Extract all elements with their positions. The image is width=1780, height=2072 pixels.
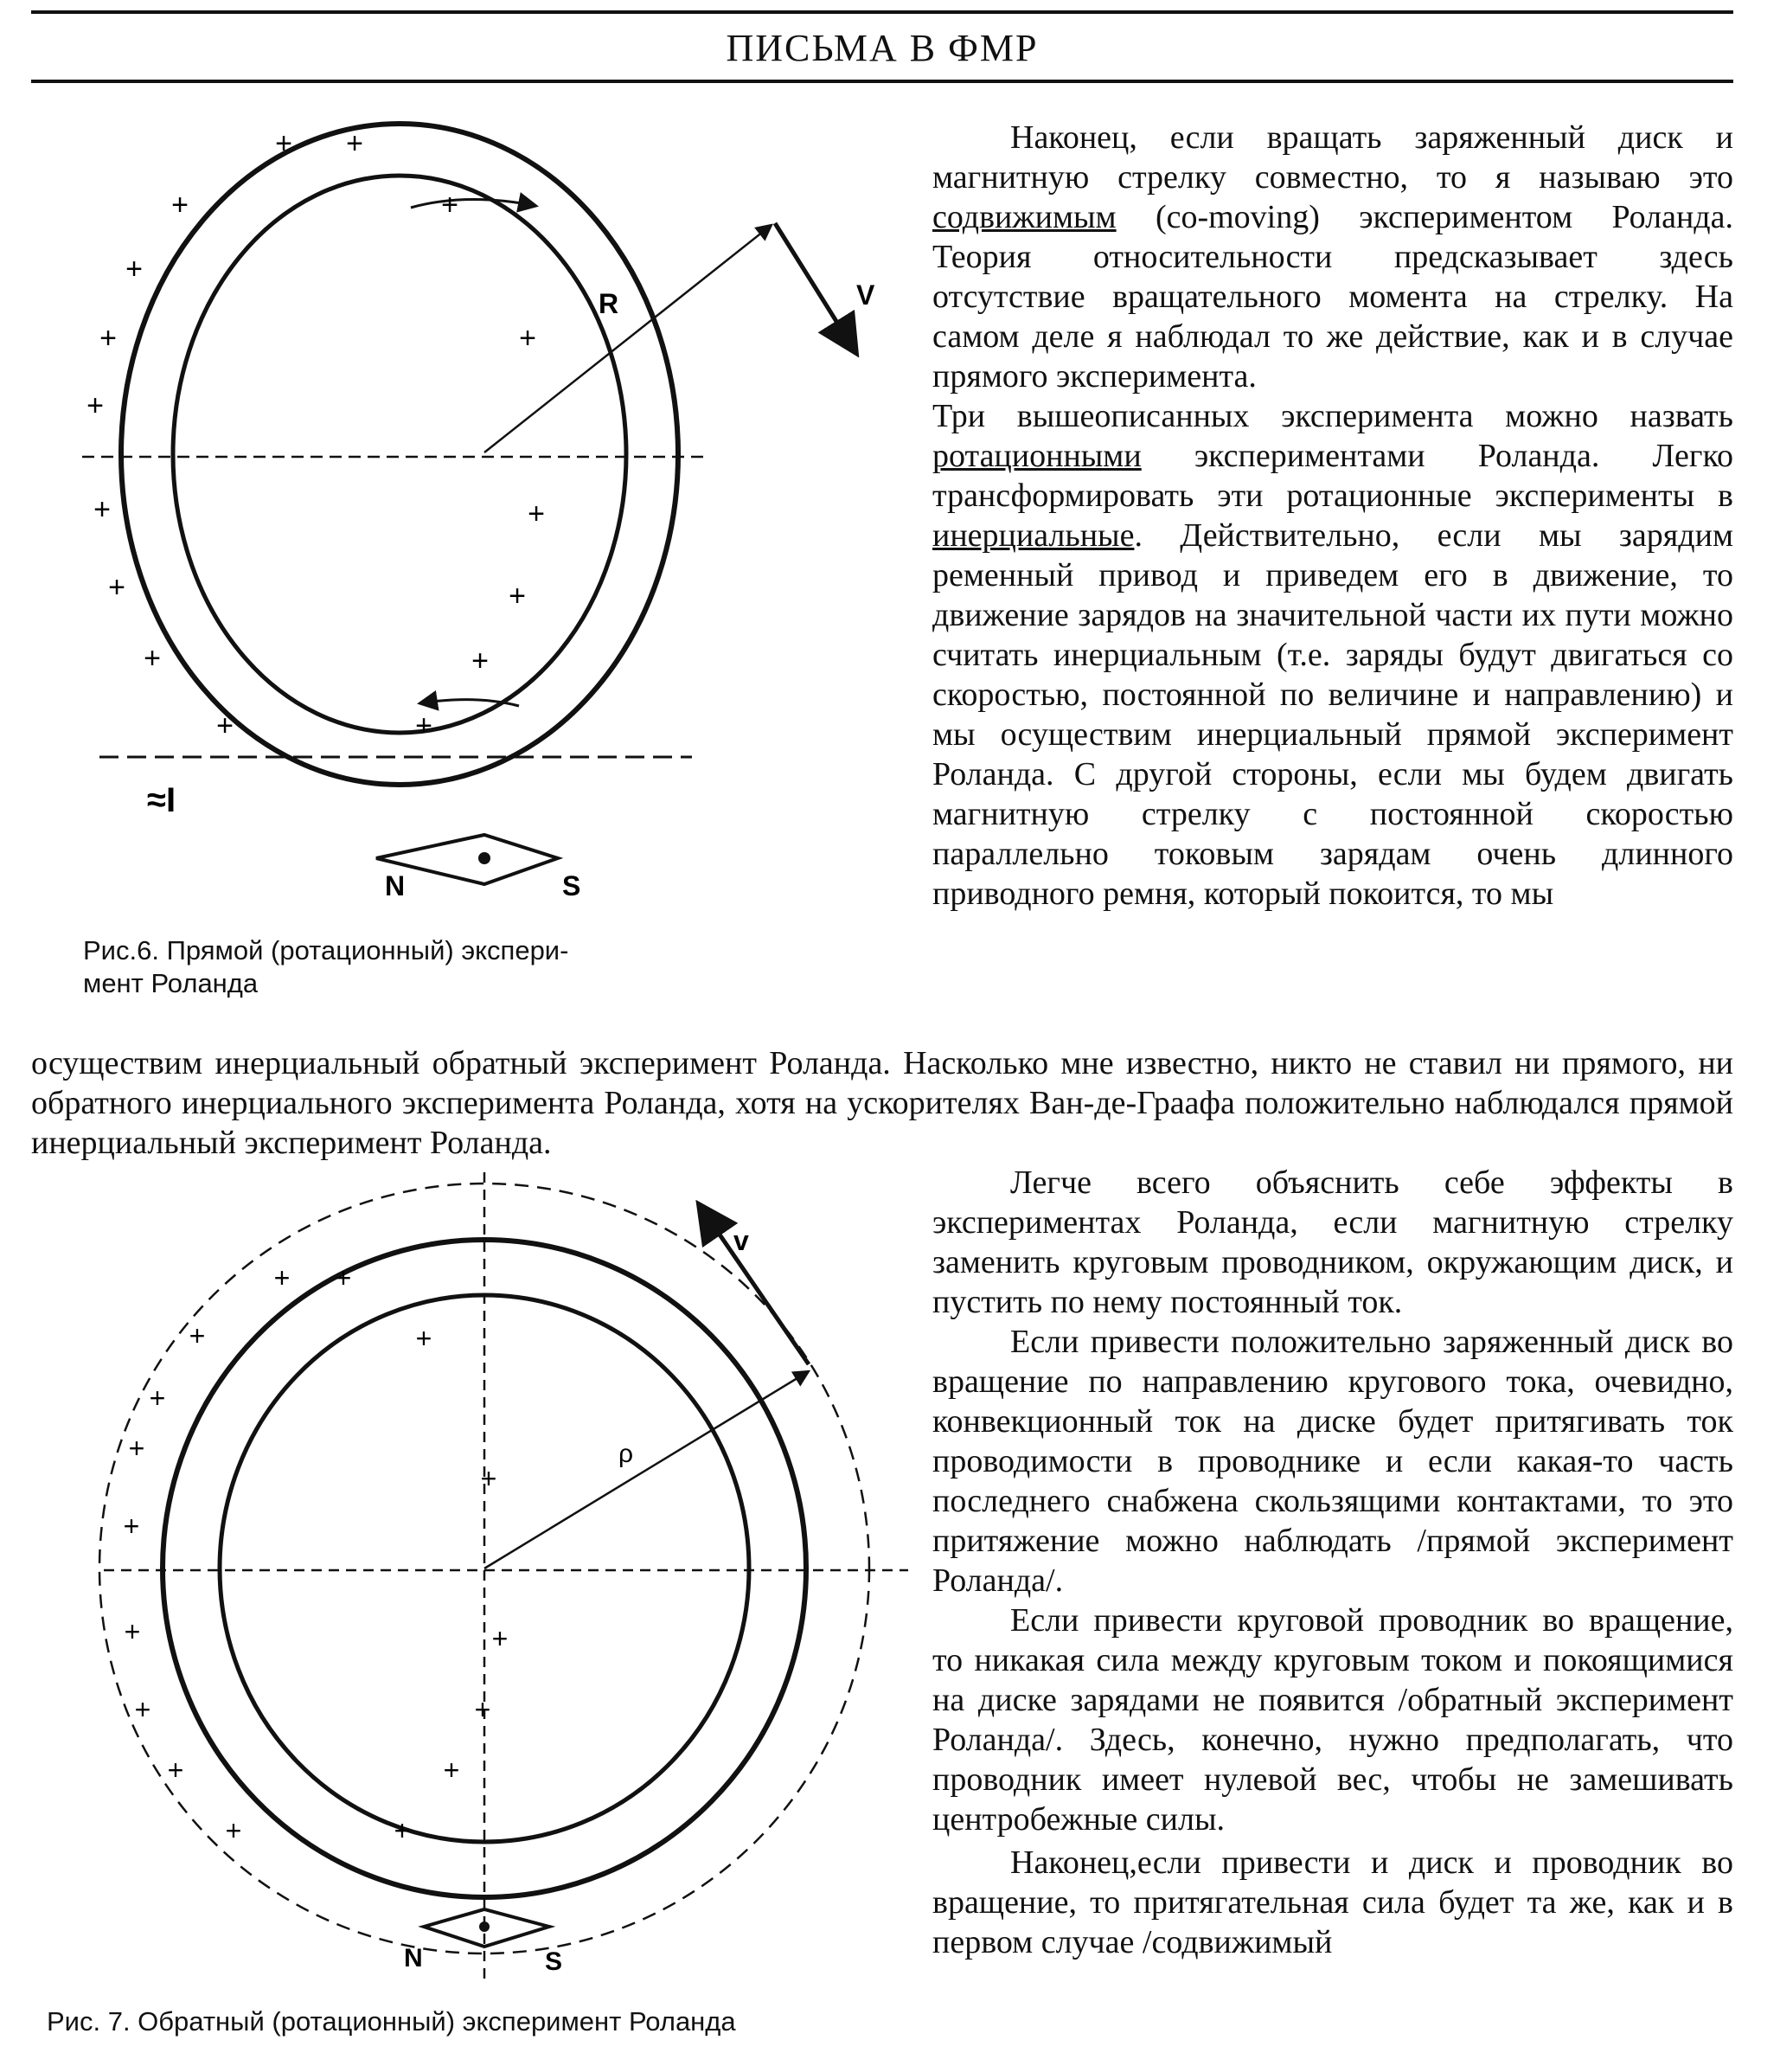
north-label: N [404, 1944, 423, 1973]
text-full-width [31, 1043, 1733, 1163]
charge-plus-sign: + [335, 1262, 352, 1293]
north-label: N [385, 870, 406, 901]
figure-6-diagram [69, 112, 917, 908]
velocity-arrow [775, 223, 855, 350]
charge-plus-sign: + [123, 1511, 140, 1542]
charge-plus-signs [124, 1262, 509, 1846]
charge-plus-sign: + [509, 580, 526, 613]
page-header-title: ПИСЬМА В ФМР [726, 27, 1039, 69]
paragraph-rotational-inertial: Три вышеописанных эксперимента можно назвать ротационными экспериментами Роланда. Легко трансформировать эти ротационные эксперименты в инерциальные. Действительно, если мы зарядим ременный привод и приведем его в движение, то движение зарядов на значительной части их пути можно считать инерциальным (т.е. заряды будут двигаться со скоростью, постоянной по величине и направлению) и мы осуществим инерциальный прямой эксперимент Роланда. С другой стороны, если мы будем двигать магнитную стрелку с постоянной скоростью параллельно токовым зарядам очень длинного приводного ремня, который покоится, то мы [932, 398, 1733, 912]
charge-plus-sign: + [275, 127, 292, 160]
charge-plus-sign: + [441, 189, 458, 221]
charge-plus-sign: + [125, 253, 143, 285]
south-label: S [545, 1947, 563, 1976]
figure-6-caption [83, 934, 706, 1000]
charge-plus-sign: + [519, 322, 536, 355]
figure-7-caption: Рис. 7. Обратный (ротационный) эксперимент Роланда [47, 2006, 736, 2037]
charge-plus-sign: + [216, 709, 234, 742]
charge-plus-sign: + [189, 1320, 206, 1351]
term-rotational: ротационными [932, 438, 1142, 474]
charge-plus-sign: + [99, 322, 117, 355]
charge-plus-sign: + [108, 571, 125, 604]
velocity-label: v [733, 1225, 749, 1256]
paragraph-co-moving: Наконец, если вращать заряженный диск и магнитную стрелку совместно, то я называю это содвижимым (co-moving) экспериментом Роланда. Теория относительности предсказывает здесь отсутствие вращательного момента на стрелку. На самом деле я наблюдал то же действие, как и в случае прямого эксперимента. [932, 119, 1733, 395]
figure-6-caption-line-1: Рис.6. Прямой (ротационный) экспери- [83, 935, 569, 965]
charge-plus-sign: + [415, 1323, 432, 1354]
charge-plus-sign: + [93, 493, 111, 526]
charge-plus-sign: + [134, 1694, 151, 1725]
charge-plus-sign: + [144, 642, 161, 675]
charge-plus-sign: + [86, 389, 104, 422]
disk-inner-edge [173, 176, 626, 733]
charge-plus-sign: + [171, 189, 189, 221]
figure-7-diagram [78, 1164, 925, 1994]
header-rule-top [31, 10, 1733, 14]
radius-label: ρ [618, 1440, 634, 1468]
charge-plus-sign: + [491, 1623, 509, 1654]
charge-plus-signs [86, 127, 545, 742]
charge-plus-sign: + [149, 1382, 166, 1414]
charge-plus-sign: + [474, 1694, 491, 1725]
charge-plus-sign: + [480, 1463, 497, 1494]
disk-outer-edge [121, 124, 678, 785]
radius-arrow [484, 1371, 809, 1568]
current-label: ≈I [147, 781, 176, 819]
charge-plus-sign: + [471, 645, 489, 677]
paragraph-circular-conductor: Легче всего объяснить себе эффекты в экспериментах Роланда, если магнитную стрелку заменить круговым проводником, окружающим диск, и пустить по нему постоянный ток. [932, 1164, 1733, 1320]
charge-plus-sign: + [528, 497, 545, 530]
figure-6-caption-line-2: мент Роланда [83, 968, 259, 998]
compass-pivot [478, 852, 490, 864]
radius-label: R [599, 288, 619, 319]
charge-plus-sign: + [167, 1754, 184, 1786]
text-column-bottom-right [932, 1163, 1733, 1962]
charge-plus-sign: + [415, 709, 432, 742]
rotation-arrow-top [411, 199, 536, 208]
term-inertial: инерциальные [932, 517, 1135, 554]
charge-plus-sign: + [443, 1754, 460, 1786]
term-co-moving: содвижимым [932, 199, 1117, 235]
charge-plus-sign: + [273, 1262, 291, 1293]
paragraph-both-rotating: Наконец,если привести и диск и проводник во вращение, то притягательная сила будет та же, как и в первом случае /содвижимый [932, 1844, 1733, 1960]
header-rule-bottom [31, 80, 1733, 83]
charge-plus-sign: + [128, 1433, 145, 1464]
south-label: S [562, 870, 581, 901]
compass-pivot [479, 1921, 490, 1932]
charge-plus-sign: + [346, 127, 363, 160]
velocity-label: V [856, 279, 875, 311]
paragraph-inverse-experiment: Если привести круговой проводник во вращение, то никакая сила между круговым током и покоящимися на диске зарядами не появится /обратный эксперимент Роланда/. Здесь, конечно, нужно предполагать, что проводник имеет нулевой вес, чтобы не замешивать центробежные силы. [932, 1602, 1733, 1838]
text-column-top-right [932, 118, 1733, 914]
charge-plus-sign: + [225, 1815, 242, 1846]
paragraph-full-width: осуществим инерциальный обратный эксперимент Роланда. Насколько мне известно, никто не ставил ни прямого, ни обратного инерциального эксперимента Роланда, хотя на ускорителях Ван-де-Граафа положительно наблюдался прямой инерциальный эксперимент Роланда. [31, 1045, 1733, 1161]
charge-plus-sign: + [124, 1616, 141, 1647]
charge-plus-sign: + [394, 1815, 411, 1846]
paragraph-direct-experiment: Если привести положительно заряженный диск во вращение по направлению кругового тока, очевидно, конвекционный ток на диске будет притягивать ток проводимости в проводнике и если какая-то часть последнего снабжена скользящими контактами, то это притяжение можно наблюдать /прямой эксперимент Роланда/. [932, 1324, 1733, 1599]
